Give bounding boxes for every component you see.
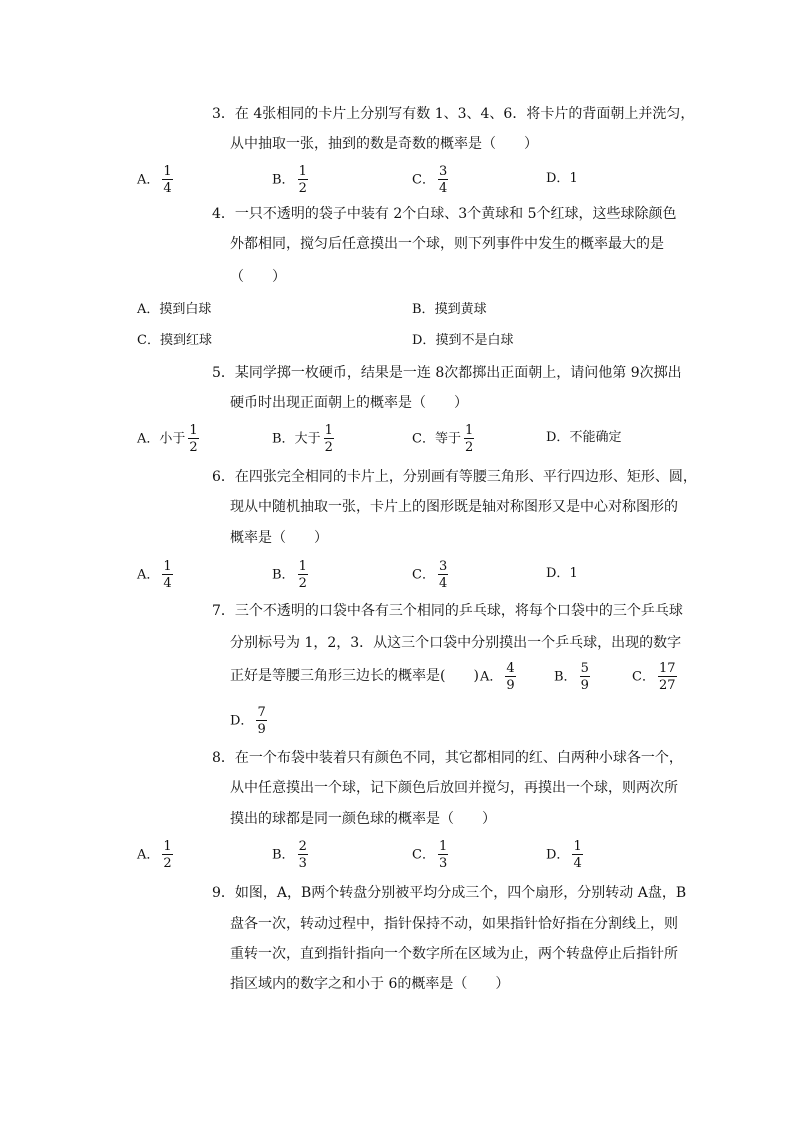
option-label: C． [412,567,435,583]
option-label: D． [546,171,570,186]
q5-option-c [412,424,474,454]
option-label: D． [412,333,436,348]
q3-option-b [272,165,308,195]
q3-option-c [412,165,448,195]
q9-line-1: 9．如图，A，B两个转盘分别被平均分成三个，四个扇形，分别转动 A盘，B [212,885,687,901]
q7-line-1: 7．三个不透明的口袋中各有三个相同的乒乓球，将每个口袋中的三个乒乓球 [212,603,683,619]
q8-option-a [137,840,173,870]
option-label: A． [137,172,160,188]
q8-line-1: 8．在一个布袋中装着只有颜色不同，其它都相同的红、白两种小球各一个， [212,750,683,766]
option-label: D． [230,713,254,729]
q8-option-c [412,840,448,870]
option-text: 摸到红球 [159,333,212,348]
fraction: $\frac{4}{9}$ [506,661,515,693]
option-text: 不能确定 [569,430,622,445]
q4-line-2: 外都相同，搅匀后任意摸出一个球，则下列事件中发生的概率最大的是 [230,236,664,252]
q6-line-2: 现从中随机抽取一张，卡片上的图形既是轴对称图形又是中心对称图形的 [230,499,678,515]
q4-option-b [412,303,487,316]
option-text: 等于 [434,431,461,447]
q5-line-1: 5．某同学掷一枚硬币，结果是一连 8次都掷出正面朝上，请问他第 9次掷出 [212,365,682,381]
option-label: C． [412,847,435,863]
q7-option-c [632,662,677,692]
option-label: C． [412,431,435,447]
q4-line-3: （ ） [230,269,286,285]
option-text: 摸到不是白球 [435,333,514,348]
q9-line-2: 盘各一次，转动过程中，指针保持不动，如果指针恰好指在分割线上，则 [230,916,678,932]
fraction: $\frac{1}{4}$ [163,559,172,591]
q5-line-2: 硬币时出现正面朝上的概率是（ ） [230,395,468,411]
fraction: $\frac{1}{2}$ [189,423,198,455]
q8-option-b [272,840,308,870]
q3-line-2: 从中抽取一张，抽到的数是奇数的概率是（ ） [230,136,538,152]
q6-line-1: 6．在四张完全相同的卡片上，分别画有等腰三角形、平行四边形、矩形、圆， [212,469,697,485]
fraction: $\frac{3}{4}$ [438,164,448,196]
fraction: $\frac{1}{2}$ [464,423,474,455]
fraction: $\frac{7}{9}$ [257,705,266,737]
option-text: 1 [569,566,578,581]
q7-option-d [230,706,267,736]
q6-option-d [546,567,578,580]
option-label: D． [546,566,570,581]
q5-option-a [137,424,199,454]
option-label: B． [272,847,295,863]
option-label: A． [137,567,160,583]
q8-option-d [546,840,583,870]
option-text: 摸到黄球 [434,302,487,317]
q7-line-3: 正好是等腰三角形三边长的概率是( ) [230,668,479,684]
option-label: B． [554,669,577,685]
q8-line-2: 从中任意摸出一个球，记下颜色后放回并搅匀，再摸出一个球，则两次所 [230,780,678,796]
option-label: A． [137,302,160,317]
q7-option-b [554,662,590,692]
q3-option-a [137,165,173,195]
q5-option-b [272,424,334,454]
q6-line-3: 概率是（ ） [230,530,328,546]
fraction: $\frac{1}{2}$ [298,164,307,196]
q4-option-a [137,303,211,316]
option-label: B． [412,302,435,317]
fraction: $\frac{3}{4}$ [438,559,448,591]
fraction: $\frac{5}{9}$ [580,661,589,693]
q4-option-c [137,334,212,347]
q7-option-a [480,662,516,692]
option-text: 大于 [294,431,321,447]
fraction: $\frac{1}{2}$ [163,839,172,871]
option-text: 小于 [159,431,186,447]
q7-line-2: 分别标号为 1，2，3．从这三个口袋中分别摸出一个乒乓球，出现的数字 [230,635,682,651]
option-label: C． [412,172,435,188]
q4-line-1: 4．一只不透明的袋子中装有 2个白球、3个黄球和 5个红球，这些球除颜色 [212,206,677,222]
option-label: D． [546,430,570,445]
fraction: $\frac{1}{2}$ [324,423,333,455]
q6-option-c [412,560,448,590]
option-label: A． [137,847,160,863]
q3-option-d [546,172,578,185]
q4-option-d [412,334,513,347]
q8-line-3: 摸出的球都是同一颜色球的概率是（ ） [230,811,496,827]
option-label: C． [632,669,655,685]
q3-line-1: 3．在 4张相同的卡片上分别写有数 1、3、4、6．将卡片的背面朝上并洗匀， [212,106,695,122]
q5-option-d [546,431,621,444]
option-label: D． [546,847,570,863]
option-label: B． [272,431,295,447]
option-label: B． [272,172,295,188]
fraction: $\frac{1}{4}$ [163,164,172,196]
fraction: $\frac{2}{3}$ [298,839,307,871]
fraction: $\frac{1}{2}$ [298,559,307,591]
option-text: 摸到白球 [159,302,212,317]
q9-line-3: 重转一次，直到指针指向一个数字所在区域为止，两个转盘停止后指针所 [230,946,678,962]
q6-option-b [272,560,308,590]
q9-line-4: 指区域内的数字之和小于 6的概率是（ ） [230,976,510,992]
option-label: A． [137,431,160,447]
option-text: 1 [569,171,578,186]
option-label: B． [272,567,295,583]
fraction: $\frac{1}{4}$ [573,839,582,871]
option-label: C． [137,333,160,348]
option-label: A． [480,669,503,685]
fraction: $\frac{1}{3}$ [438,839,448,871]
fraction: $\frac{17}{27}$ [658,661,676,693]
q6-option-a [137,560,173,590]
